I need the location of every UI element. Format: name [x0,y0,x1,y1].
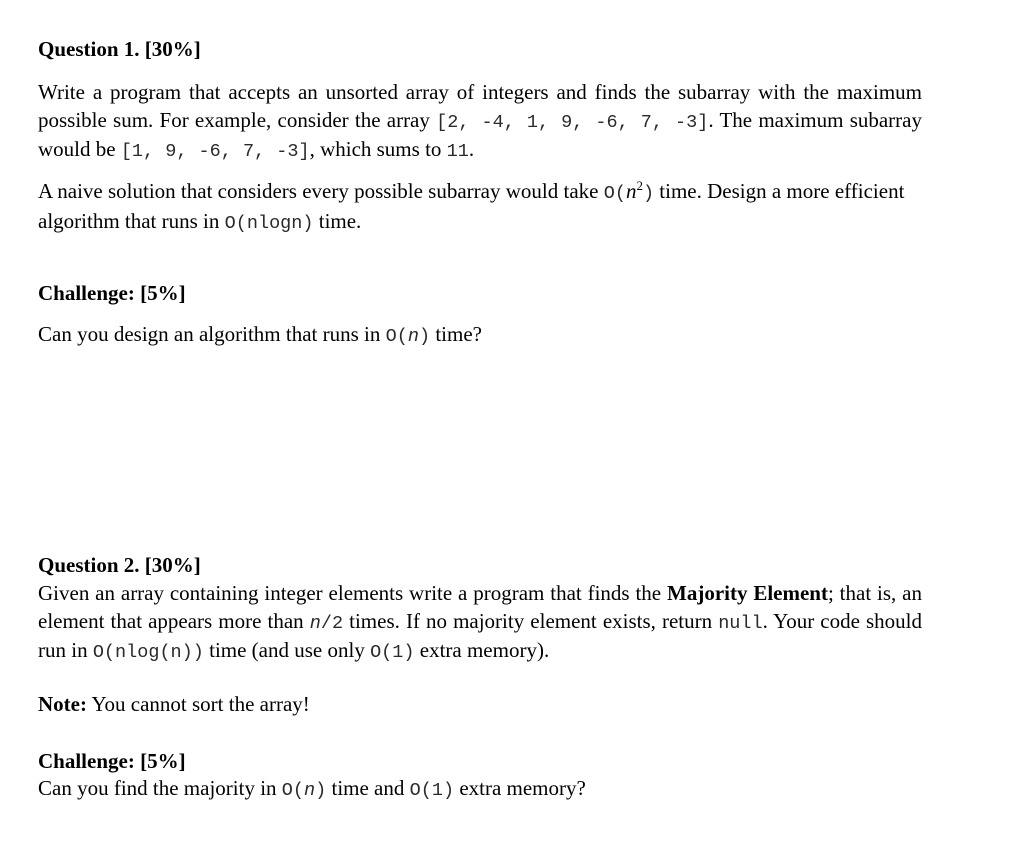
note-line [38,691,922,719]
q1-text: , which sums to [309,137,447,161]
nlogn-code: O(nlog(n)) [92,642,204,663]
big-o-open: O( [281,780,305,801]
q1-text: . The maximum subarray would be [38,107,922,161]
question-1-complexity-text [38,178,922,237]
big-o-open: O( [385,326,408,347]
q1-text: time. [313,208,362,233]
challenge-2-heading: Challenge: [5%] [38,749,186,773]
sum-value-code: 11 [446,141,469,162]
n-variable: n [304,780,316,801]
challenge-text: Can you design an algorithm that runs in [38,322,386,346]
q2-text: . Your code should run in [38,608,922,662]
q2-text: time (and use only [203,638,371,662]
majority-element-term: Majority Element [667,581,828,605]
n-variable: n [625,179,637,203]
exponent: 2 [636,178,643,193]
challenge-1-text [38,321,922,351]
q2-text: ; that is, an element that appears more than [38,581,922,633]
o1-code: O(1) [409,780,455,801]
challenge-text: Can you find the majority in [38,776,282,800]
paren-close: ) [642,183,655,204]
q1-text: Write a program that accepts an unsorted array of integers and finds the subarray with the maximum possible sum. For example, consider the array [38,80,922,132]
q2-text: extra memory). [414,638,550,662]
challenge-1-heading: Challenge: [5%] [38,281,186,305]
challenge-2-text [38,775,922,805]
challenge-text: time? [430,322,482,346]
nlogn-code: O(nlogn) [224,212,314,234]
q1-text: time. Design a more efficient algorithm that runs in [38,179,905,233]
q2-text: Given an array containing integer elements write a program that finds the [38,581,667,605]
paren-close: ) [418,326,431,347]
big-o-symbol: O [603,183,615,204]
question-2-heading: Question 2. [30%] [38,553,201,577]
q1-text: A naive solution that considers every possible subarray would take [38,179,604,203]
null-code: null [718,612,763,634]
n-variable: n [309,612,321,634]
q2-text: times. If no majority element exists, return [343,608,719,633]
o1-code: O(1) [370,642,415,663]
max-subarray-code: [1, 9, -6, 7, -3] [120,141,310,162]
paren-open: ( [614,183,626,204]
question-1-description [38,79,922,166]
note-label: Note: [38,692,87,716]
paren-close: ) [315,780,327,801]
challenge-text: time and [326,776,410,800]
question-1-heading: Question 1. [30%] [38,37,201,61]
q1-text: . [468,137,475,161]
half-fraction: /2 [320,612,344,634]
challenge-text: extra memory? [454,776,586,800]
n-variable: n [407,326,419,347]
note-text: You cannot sort the array! [86,692,310,716]
question-2-description [38,580,922,667]
example-array-code: [2, -4, 1, 9, -6, 7, -3] [436,111,709,133]
